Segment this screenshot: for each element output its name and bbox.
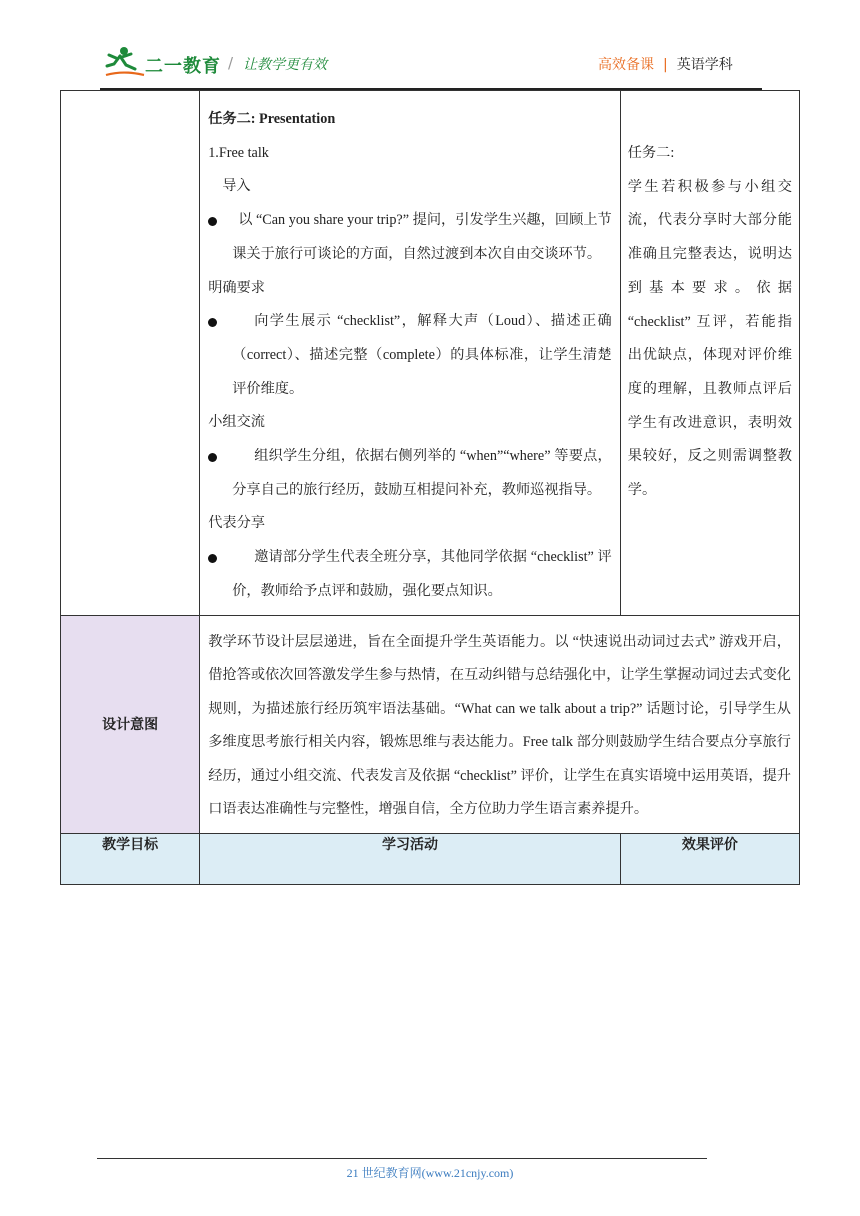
header-goal: 教学目标: [61, 833, 200, 884]
lesson-table: [60, 90, 800, 885]
requirement-text: 向学生展示 “checklist”，解释大声（Loud）、描述正确（correct）、描述完整（complete）的具体标准，让学生清楚评价维度。: [232, 313, 612, 397]
header-activity: 学习活动: [200, 833, 621, 884]
footer-text: 21 世纪教育网(www.21cnjy.com): [346, 1166, 514, 1180]
evaluation-text: 学生若积极参与小组交流，代表分享时大部分能准确且完整表达，说明达到基本要求。依据 “checklist” 互评，若能指出优缺点，体现对评价维度的理解，且教师点评后学生有改进意识，表明效果较好，反之则需调整教学。: [627, 178, 792, 499]
requirement-heading: 明确要求: [208, 279, 265, 296]
bullet-icon: [208, 217, 217, 226]
footer-rule: [97, 1158, 707, 1159]
intro-text: 以 “Can you share your trip?” 提问，引发学生兴趣，回顾上节课关于旅行可谈论的方面，自然过渡到本次自由交谈环节。: [232, 212, 612, 262]
intro-bullet: [208, 204, 612, 271]
requirement-bullet: [208, 305, 612, 406]
design-intent-label: 设计意图: [61, 615, 200, 833]
evaluation-cell: [620, 91, 799, 616]
header-slash: /: [228, 54, 234, 72]
table-header-row: [61, 833, 800, 884]
brand-name: 二一教育: [145, 56, 221, 77]
design-intent-text: 教学环节设计层层递进，旨在全面提升学生英语能力。以 “快速说出动词过去式” 游戏开启，借抢答或依次回答激发学生参与热情，在互动纠错与总结强化中，让学生掌握动词过去式变化规则，为描述旅行经历筑牢语法基础。“What can we talk about a trip?” 话题讨论，引导学生从多维度思考旅行相关内容，锻炼思维与表达能力。Free talk 部分则鼓励学生结合要点分享旅行经历，通过小组交流、代表发言及依据 “checklist” 评价，让学生在真实语境中运用英语，提升口语表达准确性与完整性，增强自信，全方位助力学生语言素养提升。: [208, 633, 791, 818]
bullet-icon: [208, 554, 217, 563]
share-bullet: [208, 541, 612, 608]
group-bullet: [208, 440, 612, 507]
bullet-icon: [208, 453, 217, 462]
goal-cell-empty: [61, 91, 200, 616]
design-intent-row: [61, 615, 800, 833]
bullet-icon: [208, 318, 217, 327]
header-divider: |: [663, 57, 668, 73]
header-evaluation: 效果评价: [620, 833, 799, 884]
header-category: [598, 54, 733, 74]
intro-heading: 导入: [222, 178, 251, 195]
share-heading: 代表分享: [208, 515, 265, 532]
task-row: [61, 91, 800, 616]
subject-label: 英语学科: [676, 57, 733, 73]
activity-cell: [200, 91, 621, 616]
category-label: 高效备课: [598, 57, 654, 73]
brand-slogan: 让教学更有效: [243, 57, 327, 73]
share-text: 邀请部分学生代表全班分享，其他同学依据 “checklist” 评价，教师给予点评和鼓励，强化要点知识。: [232, 549, 612, 599]
group-heading: 小组交流: [208, 414, 265, 431]
design-intent-cell: [200, 615, 800, 833]
task-subtitle: 1.Free talk: [208, 144, 269, 161]
group-text: 组织学生分组，依据右侧列举的 “when”“where” 等要点，分享自己的旅行经历，鼓励互相提问补充，教师巡视指导。: [232, 448, 612, 498]
evaluation-title: 任务二:: [627, 145, 675, 161]
page-header: [0, 0, 860, 90]
task-title: 任务二: Presentation: [208, 111, 336, 127]
